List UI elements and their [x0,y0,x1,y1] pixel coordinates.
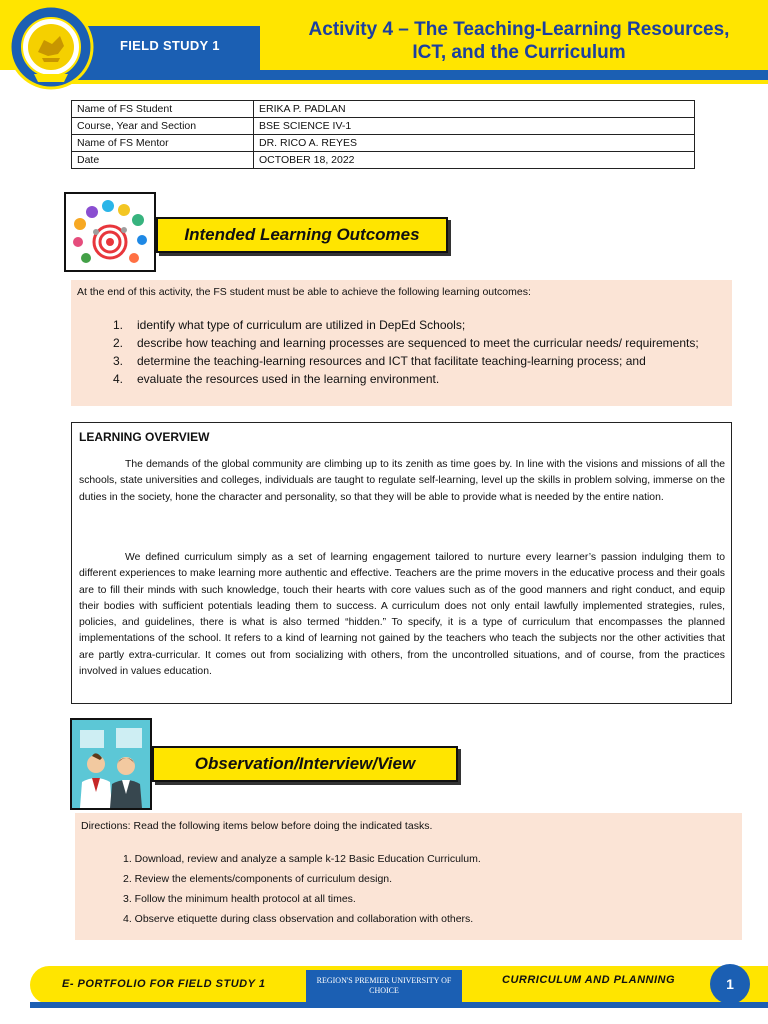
list-number: 3. [113,354,124,368]
list-item: 1. Download, review and analyze a sample k-12 Basic Education Curriculum. [123,853,481,865]
field-study-label: FIELD STUDY 1 [120,38,220,53]
table-row [72,152,695,169]
info-value: DR. RICO A. REYES [254,135,695,152]
list-item: 3. Follow the minimum health protocol at all times. [123,893,356,905]
info-label: Name of FS Mentor [72,135,254,152]
footer-blue-line [30,1002,768,1008]
table-row [72,118,695,135]
header-blue-line [70,70,768,80]
header-yellow-line [70,80,768,84]
info-label: Date [72,152,254,169]
list-text: identify what type of curriculum are utilized in DepEd Schools; [137,318,466,332]
list-text: evaluate the resources used in the learning environment. [137,372,440,386]
list-number: 2. [113,336,124,350]
page-title-line1: Activity 4 – The Teaching-Learning Resources, [308,19,730,40]
info-value: BSE SCIENCE IV-1 [254,118,695,135]
directions-text: Directions: Read the following items below before doing the indicated tasks. [81,820,433,832]
student-info-table [71,100,695,169]
overview-paragraph-2: We defined curriculum simply as a set of learning engagement tailored to nurture every learner’s passion indulging them to different experiences to make learning more authentic and effective. Teachers are the prime movers in the educative process and their goals are to fill their minds with such knowledge, touch their hearts with core values such as of the good manners and right conduct, and equip their bodies with sufficient potentials leading them to success. A curriculum does not only entail lawfully implemented strategies, rules, policies, and guidelines, there is what is also termed “hidden.” To specify, it is a type of curriculum that encompasses the planned implementations of the school. It refers to a kind of learning not gained by the teachers who teach the subjects nor the other activities that are partly extra-curricular. It comes out from socializing with others, from the uncontrolled situations, and of course, from the practices involved in values education. [79,552,725,678]
info-label: Name of FS Student [72,101,254,118]
page-footer [0,962,768,1024]
university-seal-icon [8,4,94,90]
list-item: 4. Observe etiquette during class observation and collaboration with others. [123,913,474,925]
table-row [72,101,695,118]
footer-portfolio-label: E- PORTFOLIO FOR FIELD STUDY 1 [62,978,266,990]
info-label: Course, Year and Section [72,118,254,135]
outcomes-illustration [64,192,156,272]
overview-title: LEARNING OVERVIEW [79,430,210,444]
list-number: 1. [113,318,124,332]
list-item [113,318,465,332]
list-item [113,354,646,368]
list-text: determine the teaching-learning resources and ICT that facilitate teaching-learning process; and [137,354,646,368]
outcomes-box [71,280,732,406]
page-title [270,18,768,64]
learning-overview-box [71,422,732,704]
target-apps-icon [66,194,154,270]
page-number: 1 [710,964,750,1004]
observation-illustration [70,718,152,810]
info-value: ERIKA P. PADLAN [254,101,695,118]
list-item [113,336,699,350]
list-item: 2. Review the elements/components of curriculum design. [123,873,393,885]
overview-paragraph-1: The demands of the global community are climbing up to its zenith as time goes by. In line with the visions and missions of all the schools, state universities and colleges, individuals are taught to regulate self-learning, level up the skills in problem solving, immerse on the duties in the society, hone the character and personality, so that they will be able to provide what is needed by the entire nation. [79,459,725,503]
page-title-line2: ICT, and the Curriculum [412,42,626,63]
table-row [72,135,695,152]
footer-subject-label: CURRICULUM AND PLANNING [502,974,676,986]
list-number: 4. [113,372,124,386]
directions-box [75,813,742,940]
list-text: describe how teaching and learning processes are sequenced to meet the curricular needs/ requirements; [137,336,699,350]
footer-tagline: REGION'S PREMIER UNIVERSITY OF CHOICE [306,970,462,1002]
observation-heading: Observation/Interview/View [152,746,458,782]
list-item [113,372,439,386]
outcomes-intro: At the end of this activity, the FS student must be able to achieve the following learning outcomes: [77,286,531,298]
interview-people-icon [72,720,150,808]
page-header [0,0,768,92]
info-value: OCTOBER 18, 2022 [254,152,695,169]
outcomes-heading: Intended Learning Outcomes [156,217,448,253]
